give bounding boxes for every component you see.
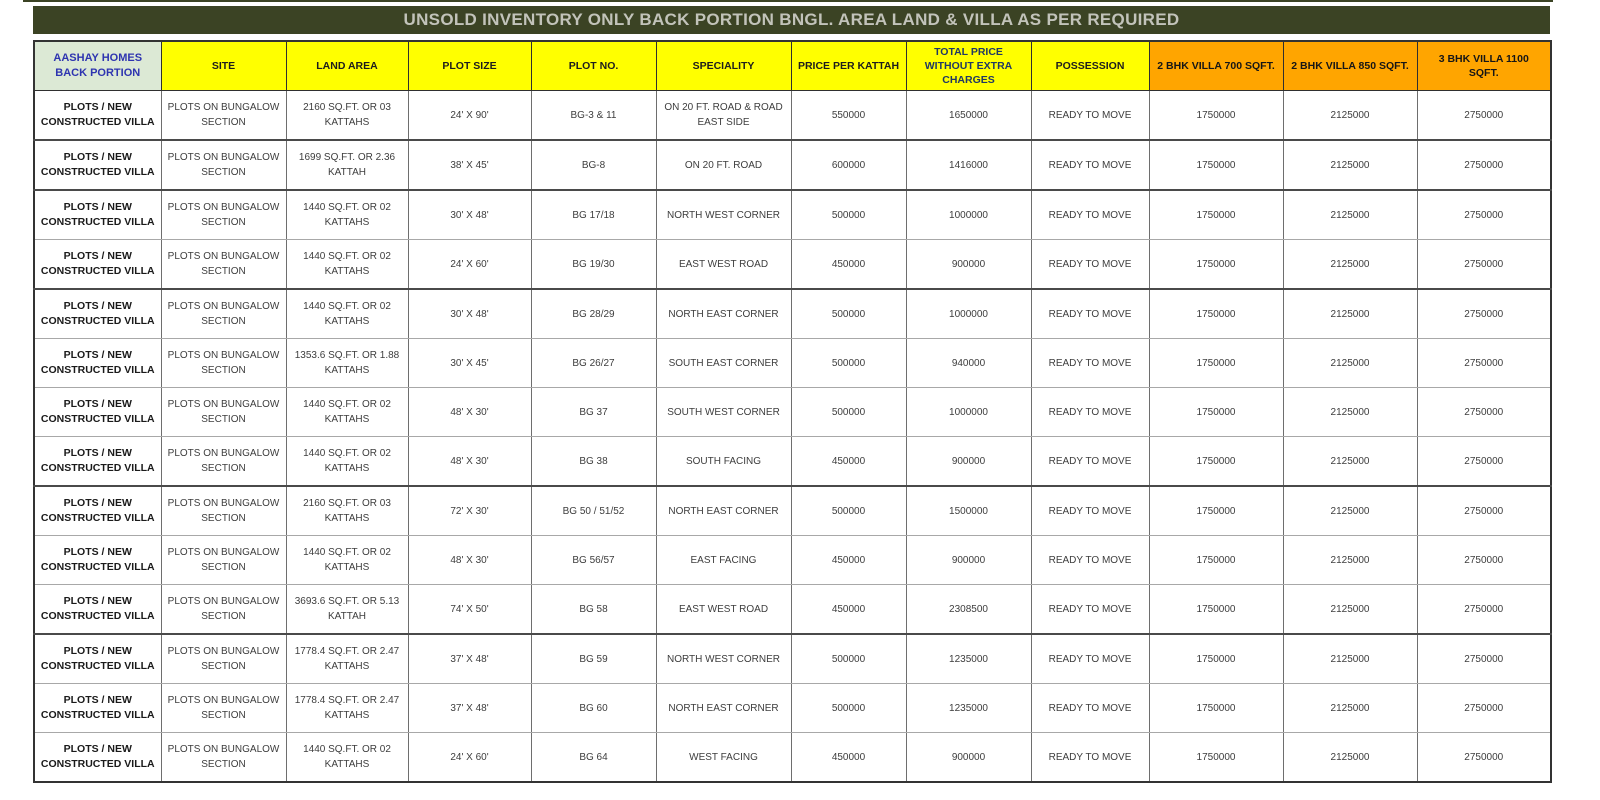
col-header-site: SITE (161, 41, 286, 91)
table-title-bar (33, 6, 1550, 34)
cell-total-price: 2308500 (906, 585, 1031, 635)
cell-site: PLOTS ON BUNGALOW SECTION (161, 585, 286, 635)
cell-speciality: ON 20 FT. ROAD & ROAD EAST SIDE (656, 91, 791, 141)
cell-plot-size: 24' X 60' (408, 240, 531, 290)
cell-villa-850-price: 2125000 (1283, 190, 1417, 240)
cell-site: PLOTS ON BUNGALOW SECTION (161, 190, 286, 240)
cell-category: PLOTS / NEW CONSTRUCTED VILLA (34, 91, 161, 141)
cell-category: PLOTS / NEW CONSTRUCTED VILLA (34, 733, 161, 783)
cell-possession: READY TO MOVE (1031, 140, 1149, 190)
cell-category: PLOTS / NEW CONSTRUCTED VILLA (34, 536, 161, 585)
cell-price-per-kattah: 450000 (791, 536, 906, 585)
cell-land-area: 1440 SQ.FT. OR 02 KATTAHS (286, 536, 408, 585)
cell-speciality: NORTH WEST CORNER (656, 190, 791, 240)
cell-land-area: 1440 SQ.FT. OR 02 KATTAHS (286, 289, 408, 339)
cell-villa-700-price: 1750000 (1149, 437, 1283, 487)
cell-plot-size: 24' X 90' (408, 91, 531, 141)
cell-speciality: NORTH EAST CORNER (656, 289, 791, 339)
cell-plot-size: 24' X 60' (408, 733, 531, 783)
cell-plot-size: 74' X 50' (408, 585, 531, 635)
cell-price-per-kattah: 600000 (791, 140, 906, 190)
cell-plot-no: BG 28/29 (531, 289, 656, 339)
cell-speciality: NORTH WEST CORNER (656, 634, 791, 684)
cell-land-area: 2160 SQ.FT. OR 03 KATTAHS (286, 91, 408, 141)
cell-plot-no: BG 58 (531, 585, 656, 635)
cell-total-price: 900000 (906, 733, 1031, 783)
cell-category: PLOTS / NEW CONSTRUCTED VILLA (34, 339, 161, 388)
cell-possession: READY TO MOVE (1031, 733, 1149, 783)
cell-villa-700-price: 1750000 (1149, 585, 1283, 635)
cell-price-per-kattah: 500000 (791, 190, 906, 240)
cell-speciality: EAST WEST ROAD (656, 585, 791, 635)
cell-plot-size: 48' X 30' (408, 388, 531, 437)
cell-total-price: 1000000 (906, 289, 1031, 339)
cell-villa-1100-price: 2750000 (1417, 140, 1551, 190)
cell-plot-no: BG 26/27 (531, 339, 656, 388)
cell-category: PLOTS / NEW CONSTRUCTED VILLA (34, 684, 161, 733)
cell-plot-size: 30' X 45' (408, 339, 531, 388)
cell-category: PLOTS / NEW CONSTRUCTED VILLA (34, 437, 161, 487)
cell-price-per-kattah: 450000 (791, 240, 906, 290)
cell-villa-1100-price: 2750000 (1417, 437, 1551, 487)
cell-land-area: 1440 SQ.FT. OR 02 KATTAHS (286, 437, 408, 487)
cell-plot-no: BG-3 & 11 (531, 91, 656, 141)
table-title: UNSOLD INVENTORY ONLY BACK PORTION BNGL. AREA LAND & VILLA AS PER REQUIRED (403, 10, 1180, 29)
cell-total-price: 1000000 (906, 190, 1031, 240)
table-row (34, 190, 1551, 240)
cell-plot-size: 37' X 48' (408, 684, 531, 733)
cell-villa-1100-price: 2750000 (1417, 190, 1551, 240)
cell-site: PLOTS ON BUNGALOW SECTION (161, 684, 286, 733)
table-row (34, 733, 1551, 783)
cell-site: PLOTS ON BUNGALOW SECTION (161, 536, 286, 585)
cell-land-area: 1440 SQ.FT. OR 02 KATTAHS (286, 388, 408, 437)
col-header-3bhk-villa-1100: 3 BHK VILLA 1100 SQFT. (1417, 41, 1551, 91)
cell-speciality: EAST WEST ROAD (656, 240, 791, 290)
table-row (34, 388, 1551, 437)
cell-price-per-kattah: 450000 (791, 585, 906, 635)
cell-possession: READY TO MOVE (1031, 91, 1149, 141)
cell-total-price: 1416000 (906, 140, 1031, 190)
cell-villa-850-price: 2125000 (1283, 240, 1417, 290)
cell-total-price: 1235000 (906, 684, 1031, 733)
cell-land-area: 1440 SQ.FT. OR 02 KATTAHS (286, 240, 408, 290)
cell-plot-no: BG 38 (531, 437, 656, 487)
cell-total-price: 900000 (906, 240, 1031, 290)
col-header-2bhk-villa-700: 2 BHK VILLA 700 SQFT. (1149, 41, 1283, 91)
top-border-strip (23, 0, 1553, 2)
cell-possession: READY TO MOVE (1031, 339, 1149, 388)
cell-villa-1100-price: 2750000 (1417, 240, 1551, 290)
cell-speciality: NORTH EAST CORNER (656, 684, 791, 733)
col-header-speciality: SPECIALITY (656, 41, 791, 91)
cell-site: PLOTS ON BUNGALOW SECTION (161, 140, 286, 190)
cell-category: PLOTS / NEW CONSTRUCTED VILLA (34, 289, 161, 339)
col-header-price-per-kattah: PRICE PER KATTAH (791, 41, 906, 91)
cell-land-area: 2160 SQ.FT. OR 03 KATTAHS (286, 486, 408, 536)
cell-plot-no: BG-8 (531, 140, 656, 190)
cell-speciality: ON 20 FT. ROAD (656, 140, 791, 190)
cell-price-per-kattah: 500000 (791, 289, 906, 339)
table-row (34, 240, 1551, 290)
cell-plot-size: 48' X 30' (408, 536, 531, 585)
cell-plot-no: BG 19/30 (531, 240, 656, 290)
cell-category: PLOTS / NEW CONSTRUCTED VILLA (34, 190, 161, 240)
cell-villa-850-price: 2125000 (1283, 733, 1417, 783)
cell-land-area: 1699 SQ.FT. OR 2.36 KATTAH (286, 140, 408, 190)
cell-land-area: 1440 SQ.FT. OR 02 KATTAHS (286, 190, 408, 240)
cell-category: PLOTS / NEW CONSTRUCTED VILLA (34, 585, 161, 635)
cell-villa-850-price: 2125000 (1283, 634, 1417, 684)
cell-price-per-kattah: 500000 (791, 388, 906, 437)
cell-villa-1100-price: 2750000 (1417, 585, 1551, 635)
cell-villa-700-price: 1750000 (1149, 289, 1283, 339)
cell-speciality: SOUTH WEST CORNER (656, 388, 791, 437)
cell-villa-850-price: 2125000 (1283, 140, 1417, 190)
cell-villa-700-price: 1750000 (1149, 486, 1283, 536)
cell-plot-no: BG 37 (531, 388, 656, 437)
cell-price-per-kattah: 450000 (791, 437, 906, 487)
table-row (34, 289, 1551, 339)
table-row (34, 684, 1551, 733)
cell-villa-1100-price: 2750000 (1417, 733, 1551, 783)
cell-plot-no: BG 50 / 51/52 (531, 486, 656, 536)
cell-plot-size: 37' X 48' (408, 634, 531, 684)
cell-villa-850-price: 2125000 (1283, 339, 1417, 388)
cell-villa-700-price: 1750000 (1149, 190, 1283, 240)
cell-speciality: EAST FACING (656, 536, 791, 585)
col-header-plot-no: PLOT NO. (531, 41, 656, 91)
table-row (34, 585, 1551, 635)
col-header-possession: POSSESSION (1031, 41, 1149, 91)
cell-villa-850-price: 2125000 (1283, 486, 1417, 536)
table-row (34, 140, 1551, 190)
cell-total-price: 1235000 (906, 634, 1031, 684)
cell-category: PLOTS / NEW CONSTRUCTED VILLA (34, 140, 161, 190)
cell-plot-size: 38' X 45' (408, 140, 531, 190)
cell-villa-850-price: 2125000 (1283, 289, 1417, 339)
cell-villa-700-price: 1750000 (1149, 388, 1283, 437)
cell-site: PLOTS ON BUNGALOW SECTION (161, 240, 286, 290)
cell-villa-1100-price: 2750000 (1417, 634, 1551, 684)
cell-total-price: 900000 (906, 536, 1031, 585)
cell-possession: READY TO MOVE (1031, 437, 1149, 487)
cell-site: PLOTS ON BUNGALOW SECTION (161, 289, 286, 339)
cell-villa-700-price: 1750000 (1149, 140, 1283, 190)
cell-villa-1100-price: 2750000 (1417, 91, 1551, 141)
cell-price-per-kattah: 450000 (791, 733, 906, 783)
col-header-land-area: LAND AREA (286, 41, 408, 91)
cell-price-per-kattah: 500000 (791, 634, 906, 684)
cell-category: PLOTS / NEW CONSTRUCTED VILLA (34, 388, 161, 437)
cell-category: PLOTS / NEW CONSTRUCTED VILLA (34, 486, 161, 536)
cell-speciality: WEST FACING (656, 733, 791, 783)
cell-villa-1100-price: 2750000 (1417, 339, 1551, 388)
col-header-total-price: TOTAL PRICE WITHOUT EXTRA CHARGES (906, 41, 1031, 91)
cell-land-area: 1778.4 SQ.FT. OR 2.47 KATTAHS (286, 634, 408, 684)
cell-villa-1100-price: 2750000 (1417, 388, 1551, 437)
cell-site: PLOTS ON BUNGALOW SECTION (161, 339, 286, 388)
cell-possession: READY TO MOVE (1031, 289, 1149, 339)
table-body (34, 91, 1551, 783)
cell-plot-no: BG 60 (531, 684, 656, 733)
cell-price-per-kattah: 500000 (791, 486, 906, 536)
cell-category: PLOTS / NEW CONSTRUCTED VILLA (34, 634, 161, 684)
col-header-plot-size: PLOT SIZE (408, 41, 531, 91)
cell-site: PLOTS ON BUNGALOW SECTION (161, 91, 286, 141)
cell-site: PLOTS ON BUNGALOW SECTION (161, 733, 286, 783)
cell-site: PLOTS ON BUNGALOW SECTION (161, 634, 286, 684)
cell-plot-no: BG 59 (531, 634, 656, 684)
cell-site: PLOTS ON BUNGALOW SECTION (161, 437, 286, 487)
cell-plot-no: BG 17/18 (531, 190, 656, 240)
cell-possession: READY TO MOVE (1031, 388, 1149, 437)
cell-villa-700-price: 1750000 (1149, 339, 1283, 388)
cell-total-price: 1500000 (906, 486, 1031, 536)
table-row (34, 634, 1551, 684)
cell-total-price: 1000000 (906, 388, 1031, 437)
cell-villa-700-price: 1750000 (1149, 91, 1283, 141)
cell-possession: READY TO MOVE (1031, 240, 1149, 290)
cell-possession: READY TO MOVE (1031, 536, 1149, 585)
cell-price-per-kattah: 550000 (791, 91, 906, 141)
cell-villa-700-price: 1750000 (1149, 733, 1283, 783)
cell-villa-700-price: 1750000 (1149, 684, 1283, 733)
cell-total-price: 940000 (906, 339, 1031, 388)
cell-category: PLOTS / NEW CONSTRUCTED VILLA (34, 240, 161, 290)
cell-villa-1100-price: 2750000 (1417, 486, 1551, 536)
cell-villa-850-price: 2125000 (1283, 585, 1417, 635)
inventory-table (33, 40, 1552, 783)
cell-site: PLOTS ON BUNGALOW SECTION (161, 388, 286, 437)
cell-villa-850-price: 2125000 (1283, 536, 1417, 585)
cell-villa-700-price: 1750000 (1149, 240, 1283, 290)
table-row (34, 339, 1551, 388)
cell-land-area: 1353.6 SQ.FT. OR 1.88 KATTAHS (286, 339, 408, 388)
cell-site: PLOTS ON BUNGALOW SECTION (161, 486, 286, 536)
cell-villa-1100-price: 2750000 (1417, 684, 1551, 733)
cell-speciality: SOUTH FACING (656, 437, 791, 487)
cell-plot-no: BG 64 (531, 733, 656, 783)
cell-land-area: 1778.4 SQ.FT. OR 2.47 KATTAHS (286, 684, 408, 733)
cell-possession: READY TO MOVE (1031, 486, 1149, 536)
cell-speciality: NORTH EAST CORNER (656, 486, 791, 536)
cell-plot-no: BG 56/57 (531, 536, 656, 585)
cell-price-per-kattah: 500000 (791, 339, 906, 388)
cell-plot-size: 30' X 48' (408, 190, 531, 240)
cell-villa-850-price: 2125000 (1283, 437, 1417, 487)
table-row (34, 437, 1551, 487)
cell-total-price: 1650000 (906, 91, 1031, 141)
cell-villa-700-price: 1750000 (1149, 536, 1283, 585)
cell-villa-1100-price: 2750000 (1417, 536, 1551, 585)
cell-speciality: SOUTH EAST CORNER (656, 339, 791, 388)
cell-plot-size: 48' X 30' (408, 437, 531, 487)
cell-possession: READY TO MOVE (1031, 684, 1149, 733)
cell-possession: READY TO MOVE (1031, 585, 1149, 635)
cell-villa-700-price: 1750000 (1149, 634, 1283, 684)
cell-plot-size: 72' X 30' (408, 486, 531, 536)
col-header-aashay-homes-back-portion: AASHAY HOMES BACK PORTION (34, 41, 161, 91)
cell-plot-size: 30' X 48' (408, 289, 531, 339)
cell-land-area: 3693.6 SQ.FT. OR 5.13 KATTAH (286, 585, 408, 635)
cell-price-per-kattah: 500000 (791, 684, 906, 733)
cell-possession: READY TO MOVE (1031, 190, 1149, 240)
cell-villa-850-price: 2125000 (1283, 91, 1417, 141)
table-row (34, 91, 1551, 141)
cell-possession: READY TO MOVE (1031, 634, 1149, 684)
cell-villa-850-price: 2125000 (1283, 684, 1417, 733)
header-row (34, 41, 1551, 91)
cell-villa-850-price: 2125000 (1283, 388, 1417, 437)
col-header-2bhk-villa-850: 2 BHK VILLA 850 SQFT. (1283, 41, 1417, 91)
cell-villa-1100-price: 2750000 (1417, 289, 1551, 339)
table-row (34, 536, 1551, 585)
cell-land-area: 1440 SQ.FT. OR 02 KATTAHS (286, 733, 408, 783)
cell-total-price: 900000 (906, 437, 1031, 487)
table-row (34, 486, 1551, 536)
